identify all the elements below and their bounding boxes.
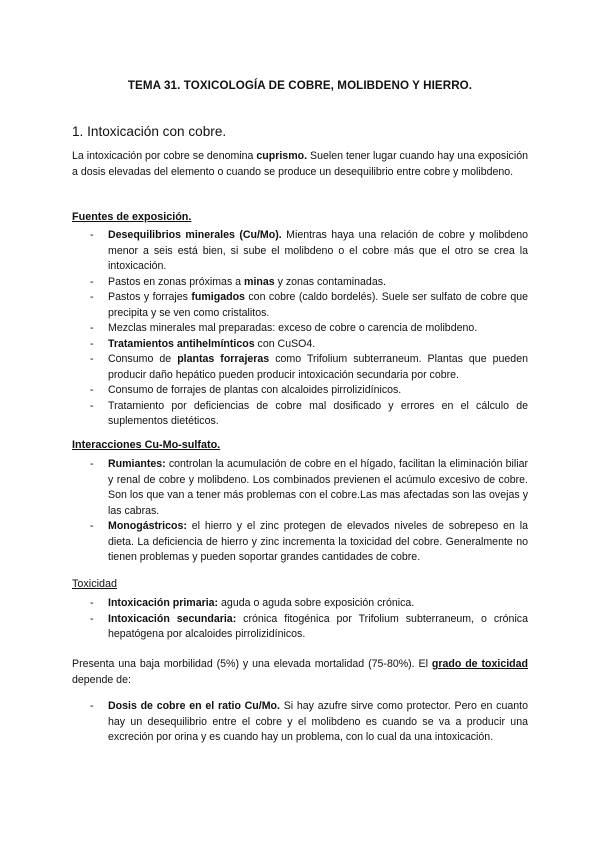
- list-item: - Intoxicación secundaria: crónica fitogénica por Trifolium subterraneum, o crónica hepatógena por alcaloides pirrolizidínicos.: [90, 612, 528, 640]
- list-item: - Consumo de plantas forrajeras como Trifolium subterraneum. Plantas que pueden producir daño hepático pueden producir intoxicación secundaria por cobre.: [90, 353, 528, 381]
- list-item: - Consumo de forrajes de plantas con alcaloides pirrolizidínicos.: [90, 384, 402, 396]
- list-item: - Tratamientos antihelmínticos con CuSO4.: [90, 337, 316, 350]
- toxicidad-paragraph: Presenta una baja morbilidad (5%) y una elevada mortalidad (75-80%). El grado de toxicidad depende de:: [72, 658, 528, 686]
- subheading-toxicidad: Toxicidad: [72, 578, 118, 590]
- list-item: - Pastos en zonas próximas a minas y zonas contaminadas.: [90, 275, 386, 288]
- list-item: - Rumiantes: controlan la acumulación de cobre en el hígado, facilitan la eliminación biliar y renal de cobre y molibdeno. Los combinados previenen el acúmulo excesivo de cobre. Son los que van a tener más problemas con el cobre.Las mas afectadas son las ovejas y las cabras.: [90, 458, 528, 517]
- toxicidad-list: [90, 596, 528, 643]
- list-item: - Mezclas minerales mal preparadas: exceso de cobre o carencia de molibdeno.: [90, 322, 478, 334]
- fuentes-list: [90, 228, 528, 430]
- term-cuprismo: cuprismo.: [256, 150, 308, 162]
- list-item: - Desequilibrios minerales (Cu/Mo). Mientras haya una relación de cobre y molibdeno menor a seis está bien, si sube el molibdeno o el cobre más que el otro se crea la intoxicación.: [90, 229, 528, 272]
- list-item: - Pastos y forrajes fumigados con cobre (caldo bordelés). Suele ser sulfato de cobre que precipita y se ven como cristalitos.: [90, 291, 528, 319]
- subheading-fuentes: Fuentes de exposición.: [72, 211, 192, 223]
- list-item: - Dosis de cobre en el ratio Cu/Mo. Si hay azufre sirve como protector. Pero en cuanto hay un desequilibrio entre el cobre y el molibdeno es cuando se va a producir una excreción por orina y es cuando hay un problema, con lo cual da una intoxicación.: [90, 700, 528, 743]
- list-item: - Tratamiento por deficiencias de cobre mal dosificado y errores en el cálculo de suplementos dietéticos.: [90, 399, 528, 427]
- section-heading-intoxicacion: 1. Intoxicación con cobre.: [72, 124, 227, 139]
- grado-list: [90, 699, 528, 746]
- subheading-interacciones: Interacciones Cu-Mo-sulfato.: [72, 439, 221, 451]
- interacciones-list: [90, 457, 528, 566]
- page-title: TEMA 31. TOXICOLOGÍA DE COBRE, MOLIBDENO Y HIERRO.: [127, 79, 473, 92]
- list-item: - Intoxicación primaria: aguda o aguda sobre exposición crónica.: [90, 597, 415, 609]
- intro-paragraph: La intoxicación por cobre se denomina cuprismo. Suelen tener lugar cuando hay una exposición a dosis elevadas del elemento o cuando se produce un desequilibrio entre cobre y molibdeno.: [72, 150, 528, 178]
- term-grado-toxicidad: grado de toxicidad: [431, 658, 528, 670]
- list-item: - Monogástricos: el hierro y el zinc protegen de elevados niveles de sobrepeso en la dieta. La deficiencia de hierro y zinc incrementa la toxicidad del cobre. Generalmente no tienen problemas y pueden soportar grandes cantidades de cobre.: [90, 520, 528, 563]
